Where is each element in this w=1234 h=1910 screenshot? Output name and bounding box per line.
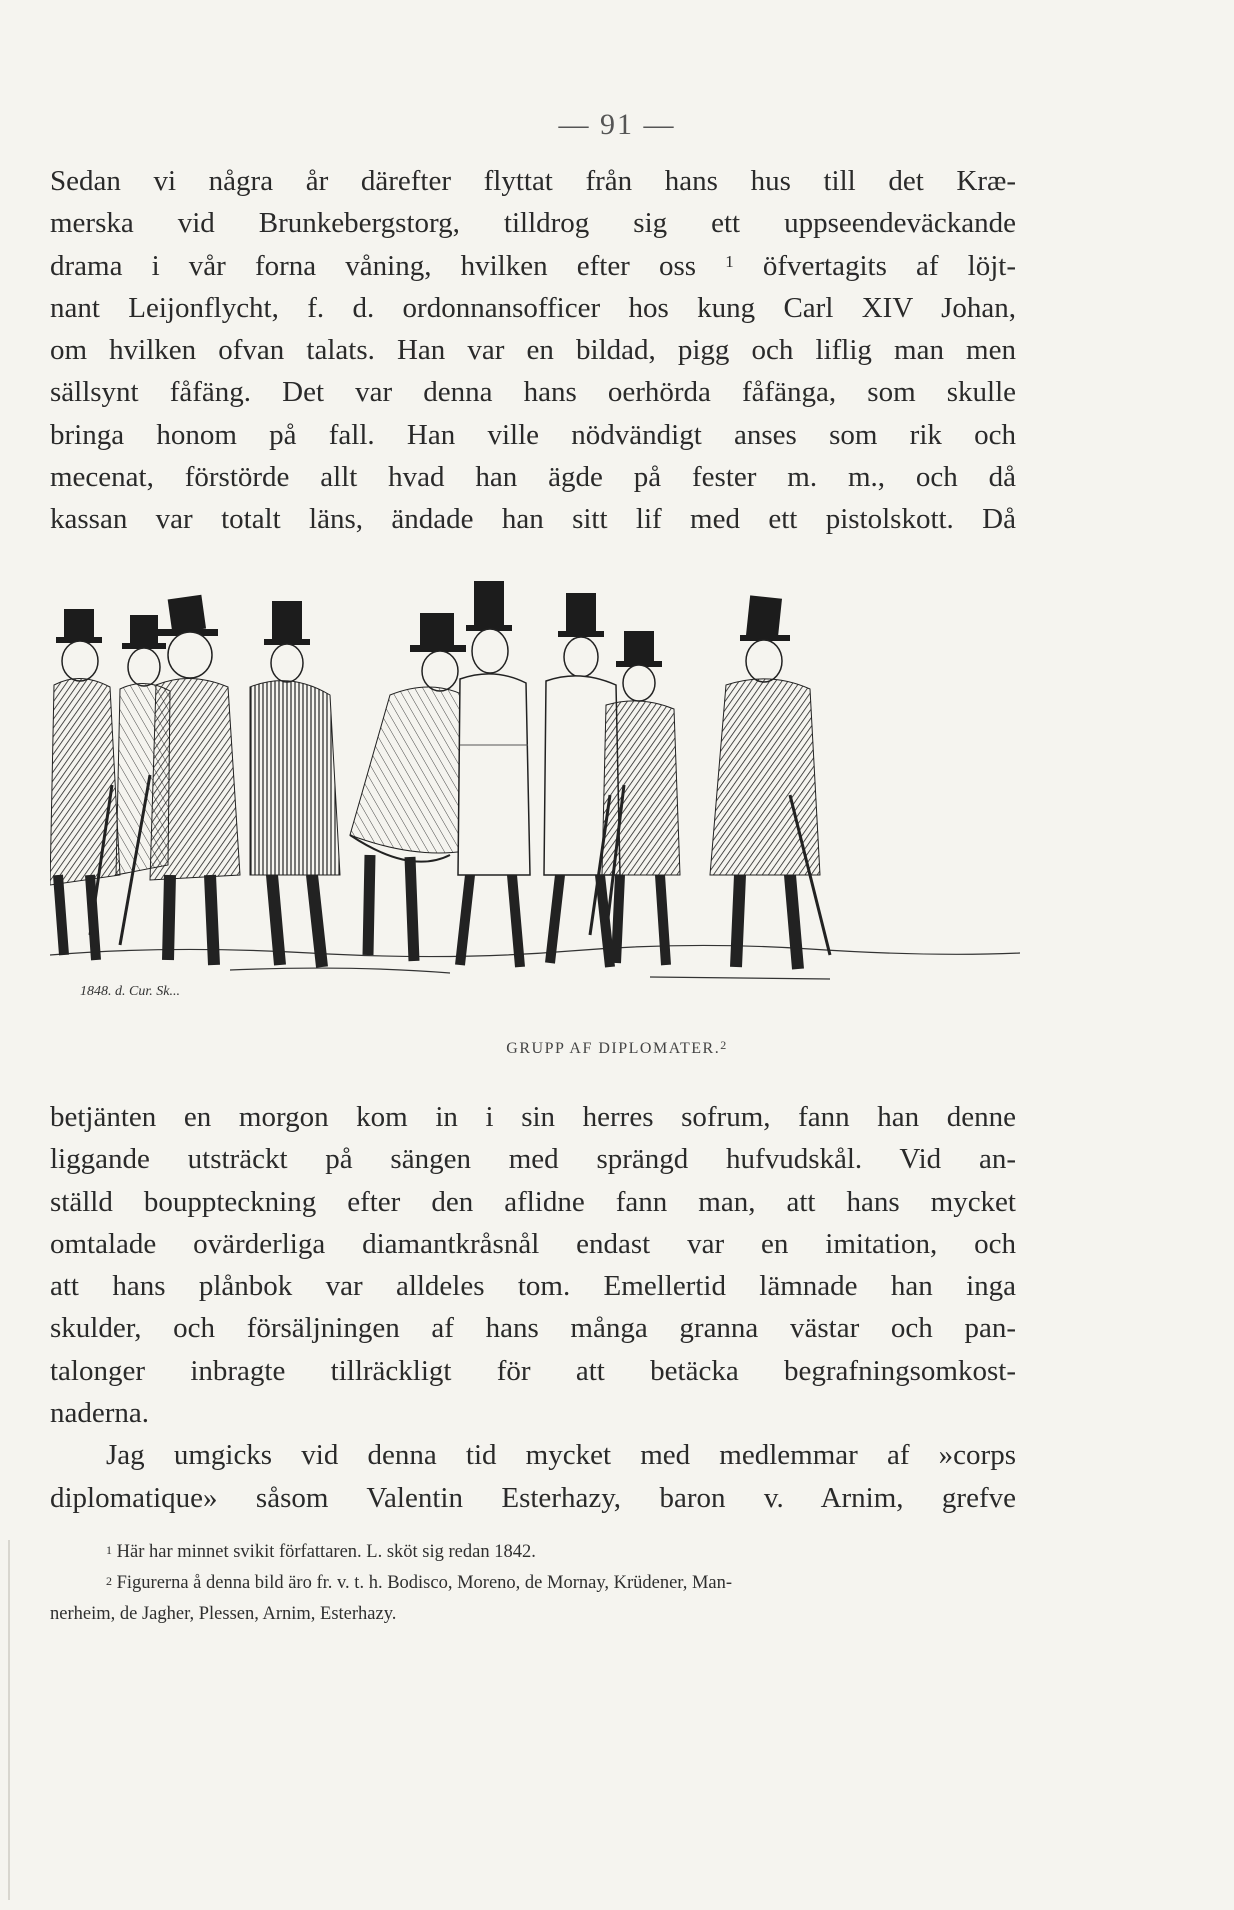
page-number: — 91 — bbox=[558, 108, 676, 141]
text-line: mecenat, förstörde allt hvad han ägde på fester m. m., och då bbox=[50, 461, 1016, 494]
text-segment: drama i vår forna våning, hvilken efter oss bbox=[50, 249, 697, 282]
text-line: kassan var totalt läns, ändade han sitt lif med ett pistolskott. Då bbox=[50, 503, 1016, 536]
text-line: skulder, och försäljningen af hans många granna västar och pan- bbox=[50, 1312, 1016, 1345]
text-line-with-footnote bbox=[50, 245, 1016, 287]
footnote-ref-1: 1 bbox=[725, 251, 734, 271]
figure-de-jagher bbox=[458, 581, 530, 967]
caption-text: GRUPP AF DIPLOMATER. bbox=[506, 1040, 721, 1057]
text-line: naderna. bbox=[50, 1397, 150, 1430]
text-line: betjänten en morgon kom in i sin herres sofrum, fann han denne bbox=[50, 1101, 1016, 1133]
text-line: merska vid Brunkebergstorg, tilldrog sig ett uppseendeväckande bbox=[50, 207, 1016, 240]
illustration-caption bbox=[0, 1040, 1234, 1058]
caption-footnote-ref: 2 bbox=[720, 1038, 728, 1052]
paragraph-2 bbox=[50, 1096, 1016, 1519]
footnote-2-mark: 2 bbox=[106, 1574, 112, 1588]
text-line: liggande utsträckt på sängen med sprängd hufvudskål. Vid an- bbox=[50, 1143, 1016, 1176]
text-line: Jag umgicks vid denna tid mycket med medlemmar af »corps bbox=[106, 1439, 1016, 1472]
footnote-2-continuation: nerheim, de Jagher, Plessen, Arnim, Esterhazy. bbox=[50, 1604, 397, 1624]
figure-esterhazy bbox=[710, 595, 830, 969]
text-line: diplomatique» såsom Valentin Esterhazy, baron v. Arnim, grefve bbox=[50, 1481, 1016, 1514]
text-line: om hvilken ofvan talats. Han var en bildad, pigg och liflig man men bbox=[50, 334, 1016, 367]
footnote-1 bbox=[50, 1537, 1016, 1568]
footnote-2 bbox=[50, 1568, 1016, 1599]
footnote-1-mark: 1 bbox=[106, 1543, 112, 1557]
footnote-2-text: Figurerna å denna bild äro fr. v. t. h. Bodisco, Moreno, de Mornay, Krüdener, Man- bbox=[116, 1573, 733, 1593]
ground-lines bbox=[50, 945, 1020, 979]
text-segment: öfvertagits af löjt- bbox=[762, 249, 1016, 282]
binding-edge bbox=[8, 1540, 10, 1900]
text-line: ställd bouppteckning efter den aflidne fann man, att hans mycket bbox=[50, 1185, 1016, 1218]
diplomats-illustration bbox=[50, 575, 1020, 1015]
text-line: talonger inbragte tillräckligt för att betäcka begrafningsomkost- bbox=[50, 1354, 1016, 1387]
footnotes bbox=[50, 1537, 1016, 1630]
artist-signature: 1848. d. Cur. Sk... bbox=[80, 984, 180, 999]
figure-krudener bbox=[250, 601, 340, 967]
text-line: Sedan vi några år därefter flyttat från hans hus till det Kræ- bbox=[50, 165, 1016, 197]
figure-bodisco bbox=[50, 609, 120, 960]
footnote-1-text: Här har minnet svikit författaren. L. sköt sig redan 1842. bbox=[116, 1542, 536, 1562]
text-line: sällsynt fåfäng. Det var denna hans oerhörda fåfänga, som skulle bbox=[50, 376, 1016, 409]
text-line: att hans plånbok var alldeles tom. Emellertid lämnade han inga bbox=[50, 1270, 1016, 1303]
text-line: bringa honom på fall. Han ville nödvändigt anses som rik och bbox=[50, 418, 1016, 451]
text-line: nant Leijonflycht, f. d. ordonnansofficer hos kung Carl XIV Johan, bbox=[50, 291, 1016, 324]
text-line: omtalade ovärderliga diamantkråsnål endast var en imitation, och bbox=[50, 1227, 1016, 1260]
paragraph-1 bbox=[50, 160, 1016, 541]
